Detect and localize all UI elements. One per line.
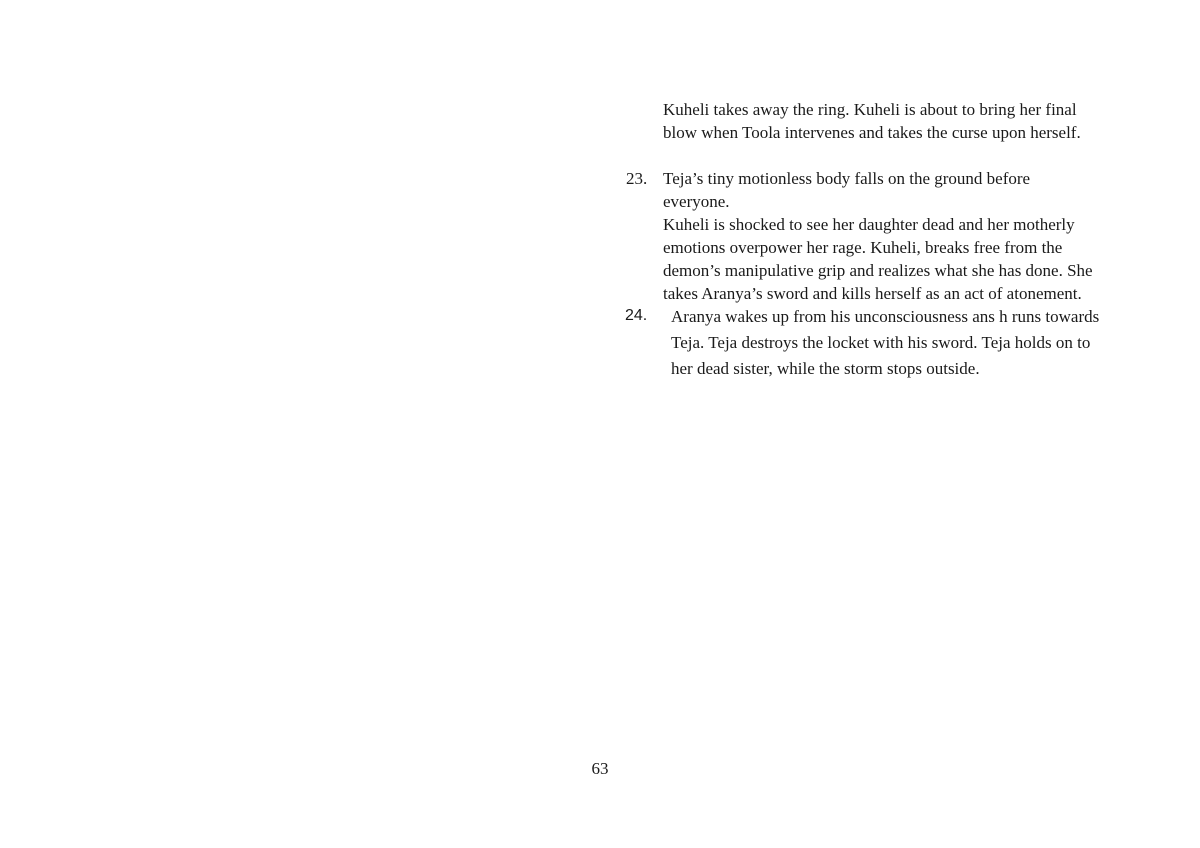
page-number: 63 (591, 759, 609, 778)
item-number-23: 23. (626, 169, 648, 188)
item-number-24: 24. (625, 307, 648, 324)
item-paragraph-24: Aranya wakes up from his unconsciousness ans h runs towards Teja. Teja destroys the locket with his sword. Teja holds on to her dead sister, while the storm stops outside. (671, 307, 1100, 378)
continuation-paragraph: Kuheli takes away the ring. Kuheli is about to bring her final blow when Toola intervenes and takes the curse upon herself. (663, 100, 1081, 142)
item-paragraph-23: Teja’s tiny motionless body falls on the ground before everyone. Kuheli is shocked to see her daughter dead and her motherly emotions overpower her rage. Kuheli, breaks free from the demon’s manipulative grip and realizes what she has done. She takes Aranya’s sword and kills herself as an act of atonement. (663, 169, 1093, 303)
